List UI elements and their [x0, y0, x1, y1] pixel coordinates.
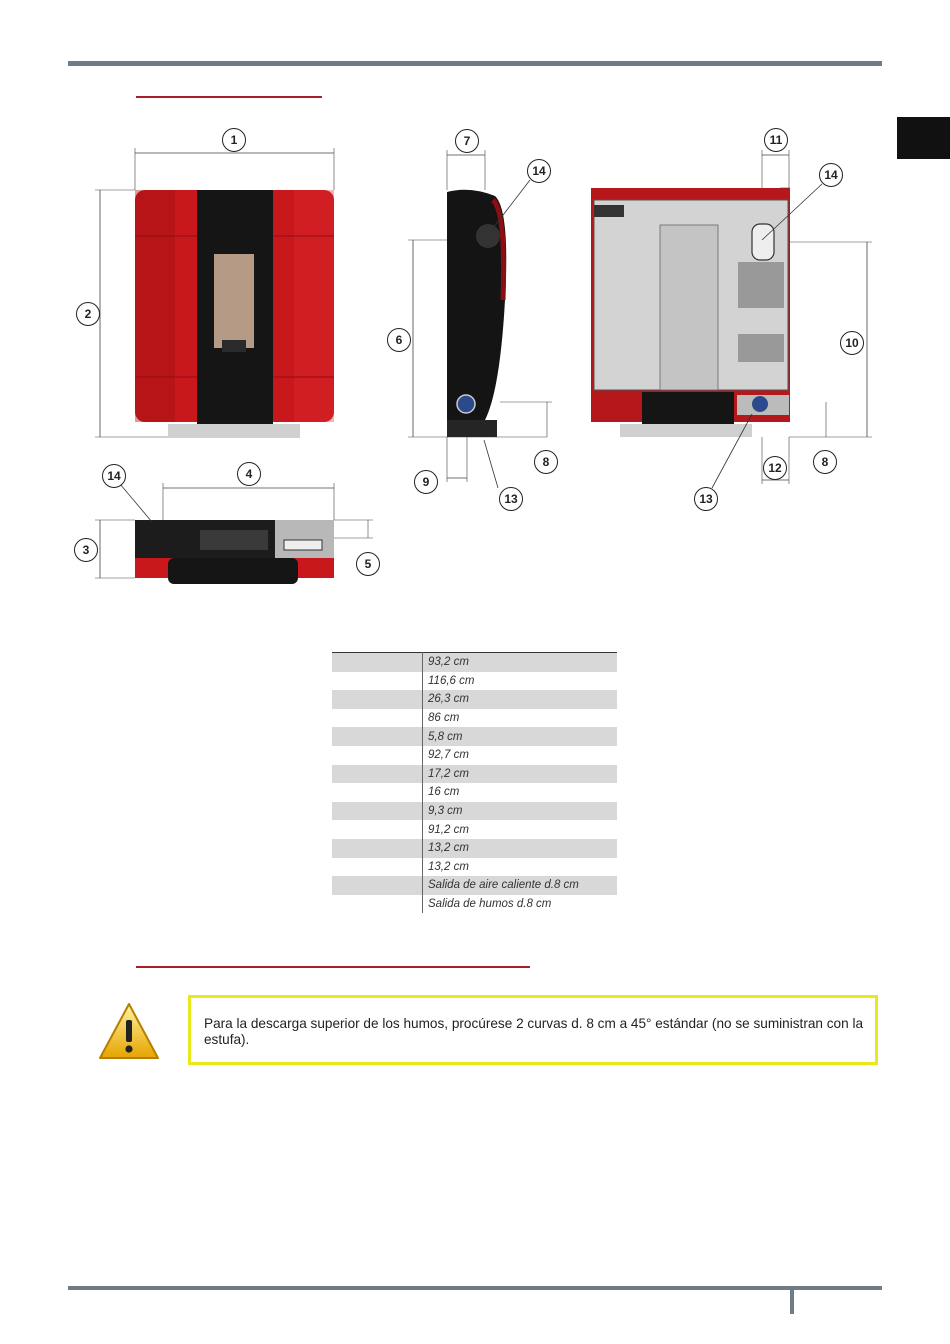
table-cell-label [332, 858, 423, 877]
table-cell-value: 93,2 cm [423, 653, 618, 672]
dimension-diagram [60, 120, 890, 600]
warning-triangle-icon [97, 1000, 161, 1064]
callout-14-back: 14 [819, 163, 843, 187]
table-cell-label [332, 783, 423, 802]
callout-8-side: 8 [534, 450, 558, 474]
table-cell-label [332, 690, 423, 709]
callout-3: 3 [74, 538, 98, 562]
table-cell-label [332, 839, 423, 858]
table-cell-value: 5,8 cm [423, 727, 618, 746]
section-heading-underline-2 [136, 966, 530, 968]
table-row [332, 690, 617, 709]
callout-2: 2 [76, 302, 100, 326]
table-cell-label [332, 765, 423, 784]
table-row [332, 672, 617, 691]
table-cell-label [332, 709, 423, 728]
table-cell-label [332, 802, 423, 821]
callout-8-back: 8 [813, 450, 837, 474]
callout-1: 1 [222, 128, 246, 152]
back-view [591, 150, 872, 484]
table-row [332, 709, 617, 728]
callout-11: 11 [764, 128, 788, 152]
callout-5: 5 [356, 552, 380, 576]
table-row [332, 895, 617, 914]
table-cell-value: 91,2 cm [428, 823, 469, 836]
warning-text: Para la descarga superior de los humos, procúrese 2 curvas d. 8 cm a 45° estándar (no se suministran con la estufa). [204, 1016, 864, 1047]
bottom-rule [68, 1286, 882, 1290]
page-number-marker [790, 1290, 794, 1314]
side-view [408, 150, 552, 482]
table-cell-label [332, 727, 423, 746]
callout-9: 9 [414, 470, 438, 494]
callout-14-side: 14 [527, 159, 551, 183]
front-view [95, 148, 334, 437]
table-row [332, 802, 617, 821]
callout-13-back: 13 [694, 487, 718, 511]
table-cell-value: Salida de humos d.8 cm [428, 898, 552, 911]
table-cell-label [332, 746, 423, 765]
callout-10: 10 [840, 331, 864, 355]
table-cell-label [332, 672, 423, 691]
table-cell-value: 17,2 cm [423, 765, 618, 784]
table-row [332, 653, 617, 672]
table-cell-value: 13,2 cm [423, 839, 618, 858]
table-cell-value: 9,3 cm [423, 802, 618, 821]
callout-6: 6 [387, 328, 411, 352]
callout-12: 12 [763, 456, 787, 480]
table-row [332, 746, 617, 765]
callout-14-top: 14 [102, 464, 126, 488]
section-heading-underline [136, 96, 322, 98]
callout-4: 4 [237, 462, 261, 486]
table-cell-value: 26,3 cm [423, 690, 618, 709]
table-cell-value: 92,7 cm [428, 749, 469, 762]
callout-7: 7 [455, 129, 479, 153]
table-cell-label [332, 820, 423, 839]
section-tab [897, 117, 950, 159]
table-row [332, 876, 617, 895]
top-view [95, 483, 373, 584]
top-rule [68, 61, 882, 66]
table-row [332, 858, 617, 877]
table-cell-label [332, 653, 423, 672]
table-row [332, 820, 617, 839]
callout-13-side: 13 [499, 487, 523, 511]
table-row [332, 783, 617, 802]
table-row [332, 727, 617, 746]
table-cell-label [332, 876, 423, 895]
table-row [332, 765, 617, 784]
table-cell-value: Salida de aire caliente d.8 cm [423, 876, 618, 895]
table-cell-label [332, 895, 423, 914]
table-row [332, 839, 617, 858]
table-cell-value: 116,6 cm [428, 674, 475, 687]
table-cell-value: 86 cm [428, 712, 460, 725]
table-cell-value: 16 cm [428, 786, 460, 799]
dimension-table [332, 652, 617, 913]
table-cell-value: 13,2 cm [428, 860, 469, 873]
